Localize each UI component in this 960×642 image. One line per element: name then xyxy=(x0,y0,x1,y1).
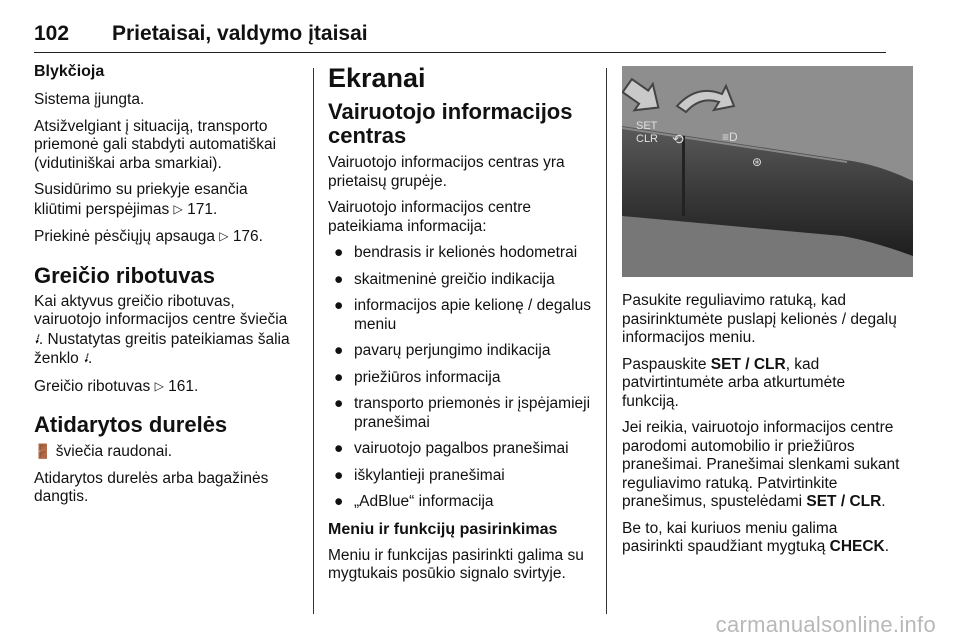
paragraph: Susidūrimo su priekyje esančia kliūtimi perspėjimas ▷ 171. xyxy=(34,181,248,218)
headlight-icon: ≡D xyxy=(722,130,738,144)
heading-blinking: Blykčioja xyxy=(34,63,105,80)
paragraph: Sistema įjungta. xyxy=(34,91,145,108)
info-list xyxy=(328,244,596,512)
set-clr-button-label: SET / CLR xyxy=(710,355,786,373)
list-item: ● bendrasis ir kelionės hodometrai xyxy=(334,244,578,261)
light-symbol-icon: ⊛ xyxy=(752,155,763,169)
heading-speed-limiter: Greičio ribotuvas xyxy=(34,262,215,288)
paragraph: Meniu ir funkcijas pasirinkti galima su mygtukais posūkio signalo svirtyje. xyxy=(328,546,584,582)
paragraph: Be to, kai kuriuos meniu galima pasirinkti spaudžiant mygtuką CHECK. xyxy=(622,519,890,555)
chapter-title: Prietaisai, valdymo įtaisai xyxy=(112,22,368,45)
left-column xyxy=(34,62,296,515)
paragraph: Atsižvelgiant į situaciją, transporto priemonė gali stabdyti automatiškai (vidutiniškai arba smarkiai). xyxy=(34,117,277,172)
page-ref-arrow-icon: ▷ xyxy=(154,378,164,393)
page-ref-arrow-icon: ▷ xyxy=(219,229,229,243)
cycle-icon: ⟲ xyxy=(672,131,684,147)
paragraph: Pasukite reguliavimo ratuką, kad pasirinktumėte puslapį kelionės / degalų informacijos meniu. xyxy=(622,292,897,346)
list-item: ● informacijos apie kelionę / degalus meniu xyxy=(334,297,591,333)
clr-label: CLR xyxy=(636,133,659,145)
page-header xyxy=(34,22,886,53)
paragraph: 🚪 šviečia raudonai. xyxy=(34,443,173,460)
list-item: ● vairuotojo pagalbos pranešimai xyxy=(334,440,569,457)
paragraph: Vairuotojo informacijos centre pateikiama informacija: xyxy=(328,199,532,235)
paragraph: Kai aktyvus greičio ribotuvas, vairuotojo informacijos centre šviečia ⭭. Nustatytas greitis pateikiamas šalia ženklo ⭭. xyxy=(34,292,290,367)
check-button-label: CHECK xyxy=(829,538,885,555)
heading-open-doors: Atidarytos durelės xyxy=(34,412,228,437)
column-divider xyxy=(606,68,607,614)
paragraph: Jei reikia, vairuotojo informacijos centre parodomi automobilio ir priežiūros pranešimai. Pranešimai slenkami sukant reguliavimo ratuką. Patvirtinkite pranešimus, spustelėdami SET / CLR. xyxy=(622,419,900,510)
list-item: ● priežiūros informacija xyxy=(334,368,501,386)
paragraph: Priekinė pėsčiųjų apsauga ▷ 176. xyxy=(34,228,263,245)
list-item: ● „AdBlue“ informacija xyxy=(334,493,494,510)
page-reference[interactable]: 176. xyxy=(232,228,263,245)
section-subtitle: Vairuotojo informacijos centras xyxy=(328,99,573,148)
page-number: 102 xyxy=(34,22,70,45)
set-label: SET xyxy=(636,120,658,132)
turn-signal-lever-photo xyxy=(622,66,913,277)
lever-illustration xyxy=(622,66,913,277)
speed-limiter-icon: ⭭ xyxy=(83,350,89,366)
list-item: ● transporto priemonės ir įspėjamieji pranešimai xyxy=(334,395,591,431)
list-item: ● iškylantieji pranešimai xyxy=(334,466,505,484)
paragraph: Greičio ribotuvas ▷ 161. xyxy=(34,377,199,395)
paragraph: Vairuotojo informacijos centras yra prietaisų grupėje. xyxy=(328,154,565,190)
section-title: Ekranai xyxy=(328,63,426,93)
paragraph: Paspauskite SET / CLR, kad patvirtintumėte arba atkurtumėte funkciją. xyxy=(622,355,846,410)
speed-limiter-icon: ⭭ xyxy=(34,330,39,347)
page-reference[interactable]: 161. xyxy=(168,377,199,395)
heading-menu-selection: Meniu ir funkcijų pasirinkimas xyxy=(328,520,558,538)
page-reference[interactable]: 171. xyxy=(187,200,218,218)
watermark: carmanualsonline.info xyxy=(715,612,936,637)
set-clr-button-label: SET / CLR xyxy=(806,493,882,510)
list-item: ● pavarų perjungimo indikacija xyxy=(334,342,551,359)
middle-column xyxy=(328,62,596,592)
paragraph: Atidarytos durelės arba bagažinės dangtis. xyxy=(34,469,269,505)
column-divider xyxy=(313,68,314,614)
page-ref-arrow-icon: ▷ xyxy=(173,201,183,216)
right-column xyxy=(622,292,902,565)
door-open-icon: 🚪 xyxy=(34,443,52,459)
list-item: ● skaitmeninė greičio indikacija xyxy=(334,270,555,288)
